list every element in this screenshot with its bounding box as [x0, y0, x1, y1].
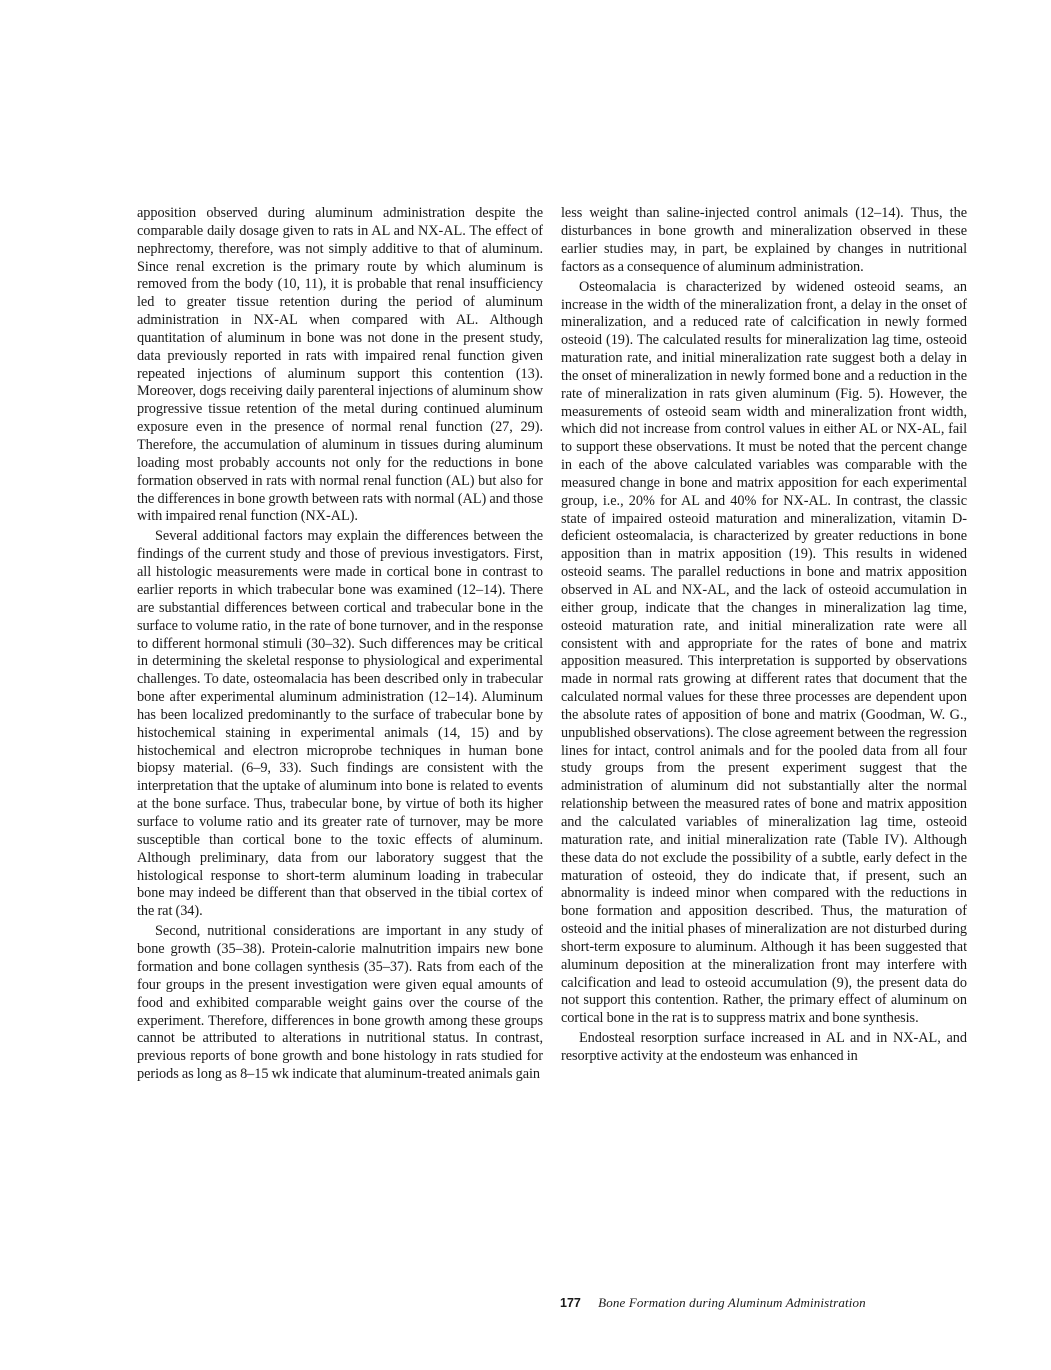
page-number: 177	[560, 1296, 581, 1310]
right-paragraph-2: Osteomalacia is characterized by widened osteoid seams, an increase in the width of the mineralization front, a delay in the onset of mineralization, and a reduced rate of calcification in newly formed osteoid (19). The calculated results for mineralization lag time, osteoid maturation rate, and initial mineralization rate suggest both a delay in the onset of mineralization in newly formed bone and a reduction in the rate of mineralization in rats given aluminum (Fig. 5). However, the measurements of osteoid seam width and mineralization front width, which did not increase from control values in either AL or NX-AL, fail to support these observations. It must be noted that the percent change in each of the above calculated variables was comparable with the measured change in bone and matrix apposition for each experimental group, i.e., 20% for AL and 40% for NX-AL. In contrast, the classic state of impaired osteoid maturation and mineralization, vitamin D-deficient osteomalacia, is characterized by greater reductions in bone apposition than in matrix apposition (19). This results in widened osteoid seams. The parallel reductions in bone and matrix apposition observed in AL and NX-AL, and the lack of osteoid accumulation in either group, indicate that the changes in mineralization lag time, osteoid maturation rate, and initial mineralization rate were all consistent with and appropriate for the rates of bone and matrix apposition measured. This interpretation is supported by observations made in normal rats growing at different rates that document that the calculated normal values for these three processes are dependent upon the absolute rates of apposition of bone and matrix (Goodman, W. G., unpublished observations). The close agreement between the regression lines for intact, control animals and for the pooled data from all four study groups from the present experiment suggest that the administration of aluminum did not substantially alter the normal relationship between the measured rates of bone and matrix apposition and the calculated variables of mineralization lag time, osteoid maturation rate, and initial mineralization rate (Table IV). Although these data do not exclude the possibility of a subtle, early defect in the maturation of osteoid, they do indicate that, if present, such an abnormality is indeed minor when compared with the reductions in bone formation and apposition described. Thus, the maturation of osteoid and the initial phases of mineralization are not disturbed during short-term exposure to aluminum. Although it has been suggested that aluminum deposition at the mineralization front may interfere with calcification and lead to osteoid accumulation (9), the present data do not support this contention. Rather, the primary effect of aluminum on cortical bone in the rat is to suppress matrix and bone synthesis.	[561, 278, 967, 1027]
left-column	[137, 205, 543, 1084]
page-footer	[560, 1295, 866, 1311]
left-paragraph-3: Second, nutritional considerations are important in any study of bone growth (35–38). Protein-calorie malnutrition impairs new bone formation and bone collagen synthesis (35–37). Rats from each of the four groups in the present investigation were given equal amounts of food and exhibited comparable weight gains over the course of the experiment. Therefore, differences in bone growth among these groups cannot be attributed to alterations in nutritional status. In contrast, previous reports of bone growth and bone histology in rats studied for periods as long as 8–15 wk indicate that aluminum-treated animals gain	[137, 923, 543, 1083]
right-paragraph-3: Endosteal resorption surface increased in AL and in NX-AL, and resorptive activity at the endosteum was enhanced in	[561, 1030, 967, 1065]
left-paragraph-1: apposition observed during aluminum administration despite the comparable daily dosage given to rats in AL and NX-AL. The effect of nephrectomy, therefore, was not simply additive to that of aluminum. Since renal excretion is the primary route by which aluminum is removed from the body (10, 11), it is probable that renal insufficiency led to greater tissue retention during the period of aluminum administration in NX-AL when compared with AL. Although quantitation of aluminum in bone was not done in the present study, data previously reported in rats with impaired renal function given repeated injections of aluminum support this contention (13). Moreover, dogs receiving daily parenteral injections of aluminum show progressive tissue retention of the metal during continued aluminum exposure even in the presence of normal renal function (27, 29). Therefore, the accumulation of aluminum in tissues during aluminum loading most probably accounts not only for the reductions in bone formation observed in rats with normal renal function (AL) but also for the differences in bone growth between rats with normal (AL) and those with impaired renal function (NX-AL).	[137, 205, 543, 525]
right-paragraph-1: less weight than saline-injected control animals (12–14). Thus, the disturbances in bone growth and mineralization observed in these earlier studies may, in part, be explained by changes in nutritional factors as a consequence of aluminum administration.	[561, 205, 967, 275]
left-paragraph-2: Several additional factors may explain the differences between the findings of the current study and those of previous investigators. First, all histologic measurements were made in cortical bone in contrast to earlier reports in which trabecular bone was examined (12–14). There are substantial differences between cortical and trabecular bone in the surface to volume ratio, in the rate of bone turnover, and in the response to different hormonal stimuli (30–32). Such differences may be critical in determining the skeletal response to physiological and experimental challenges. To date, osteomalacia has been described only in trabecular bone after experimental aluminum administration (12–14). Aluminum has been localized predominantly to the surface of trabecular bone by histochemical staining in experimental animals (14, 15) and by histochemical and electron microprobe techniques in human bone biopsy material. (6–9, 33). Such findings are consistent with the interpretation that the uptake of aluminum into bone is related to events at the bone surface. Thus, trabecular bone, by virtue of both its higher surface to volume ratio and its greater rate of turnover, may be more susceptible than cortical bone to the toxic effects of aluminum. Although preliminary, data from our laboratory suggest that the histological response to short-term aluminum loading in trabecular bone may indeed be different than that observed in the tibial cortex of the rat (34).	[137, 528, 543, 920]
right-column	[561, 205, 967, 1066]
running-title: Bone Formation during Aluminum Administration	[598, 1295, 866, 1310]
